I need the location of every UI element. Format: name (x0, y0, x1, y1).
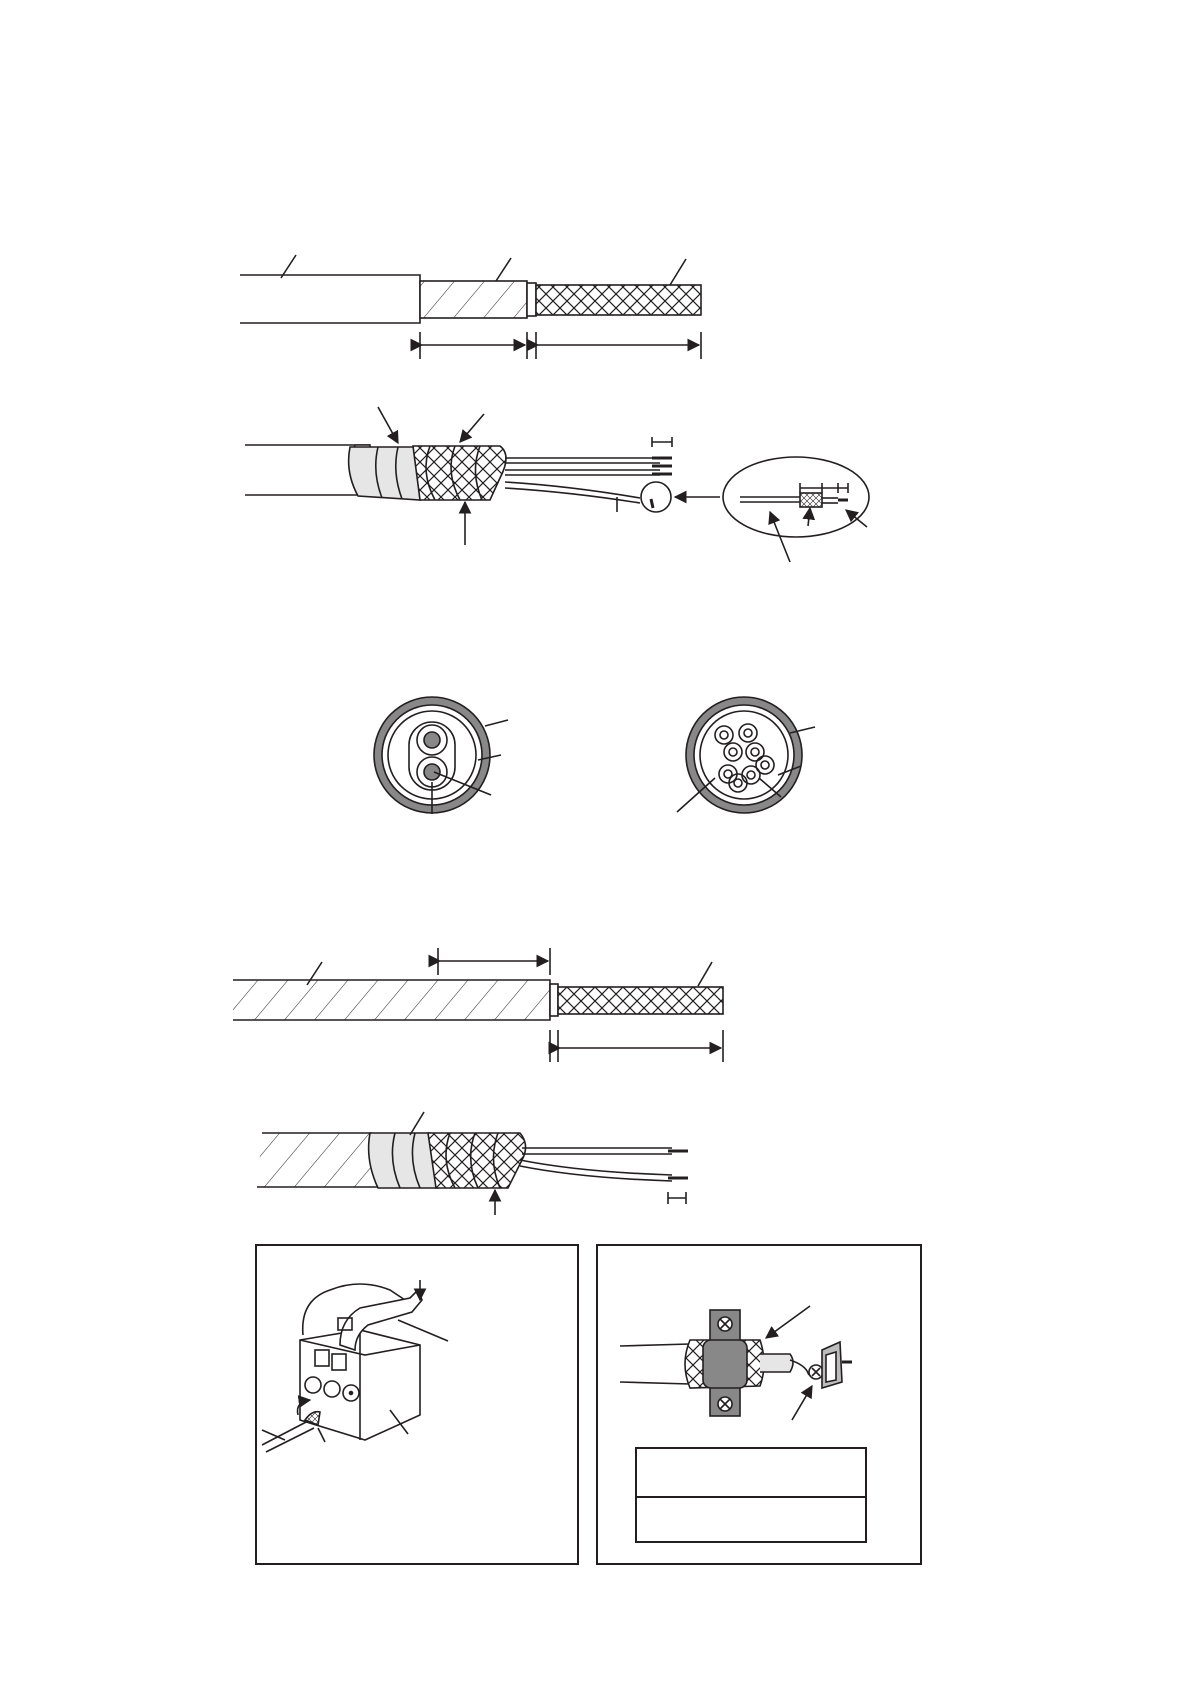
hatched-sheath (233, 980, 550, 1020)
arrow-braid (460, 414, 484, 442)
braided-shield (536, 285, 701, 315)
sheath-ring (550, 984, 558, 1016)
tape-wrap (369, 1133, 438, 1188)
cable-shield-wrap-diagram (245, 407, 869, 562)
conductor-wire (505, 470, 660, 475)
detail-circle (641, 482, 671, 512)
cable-strip-diagram-lower (233, 948, 723, 1062)
outer-sheath (240, 275, 420, 323)
leader-line (410, 1112, 424, 1135)
tape-wrap (349, 447, 420, 500)
ground-screw-icon (809, 1365, 823, 1379)
leader-line (485, 720, 508, 726)
leader-line-braid (670, 259, 686, 285)
cable-shield-wrap-diagram-lower (257, 1112, 688, 1215)
shield-clamp-panel (597, 1245, 921, 1564)
leader-line-braid (698, 962, 712, 986)
arrow-ground (792, 1386, 812, 1420)
leader-line (398, 1320, 448, 1341)
leader-line-hatched (496, 258, 511, 281)
inner-conductor (760, 1354, 793, 1372)
cable-strip-diagram-top (240, 255, 701, 359)
screw-icon (718, 1317, 732, 1331)
cable-cross-section-6-core (677, 697, 815, 813)
conductor-wire (505, 458, 660, 463)
conductor-wire (522, 1148, 672, 1154)
cable-body (620, 1344, 690, 1384)
braided-shield (558, 987, 723, 1014)
conductor-tip (651, 499, 653, 508)
arrow-clamp (766, 1306, 810, 1338)
sheath-ring (527, 283, 536, 316)
conductor-wire (505, 482, 640, 503)
wire (262, 1420, 314, 1452)
hatched-sheath (420, 281, 527, 318)
info-table (636, 1448, 866, 1542)
clamp-band (703, 1340, 747, 1388)
panel-frame (597, 1245, 921, 1564)
hatched-sheath (257, 1133, 380, 1187)
detail-braid (800, 493, 822, 507)
conductor-wire (520, 1160, 672, 1181)
cable-cross-section-2-core (374, 697, 508, 814)
arrow-tape (378, 407, 398, 443)
braid-wrap (428, 1133, 526, 1188)
terminal-connector-panel (256, 1245, 578, 1564)
screw-icon (718, 1397, 732, 1411)
